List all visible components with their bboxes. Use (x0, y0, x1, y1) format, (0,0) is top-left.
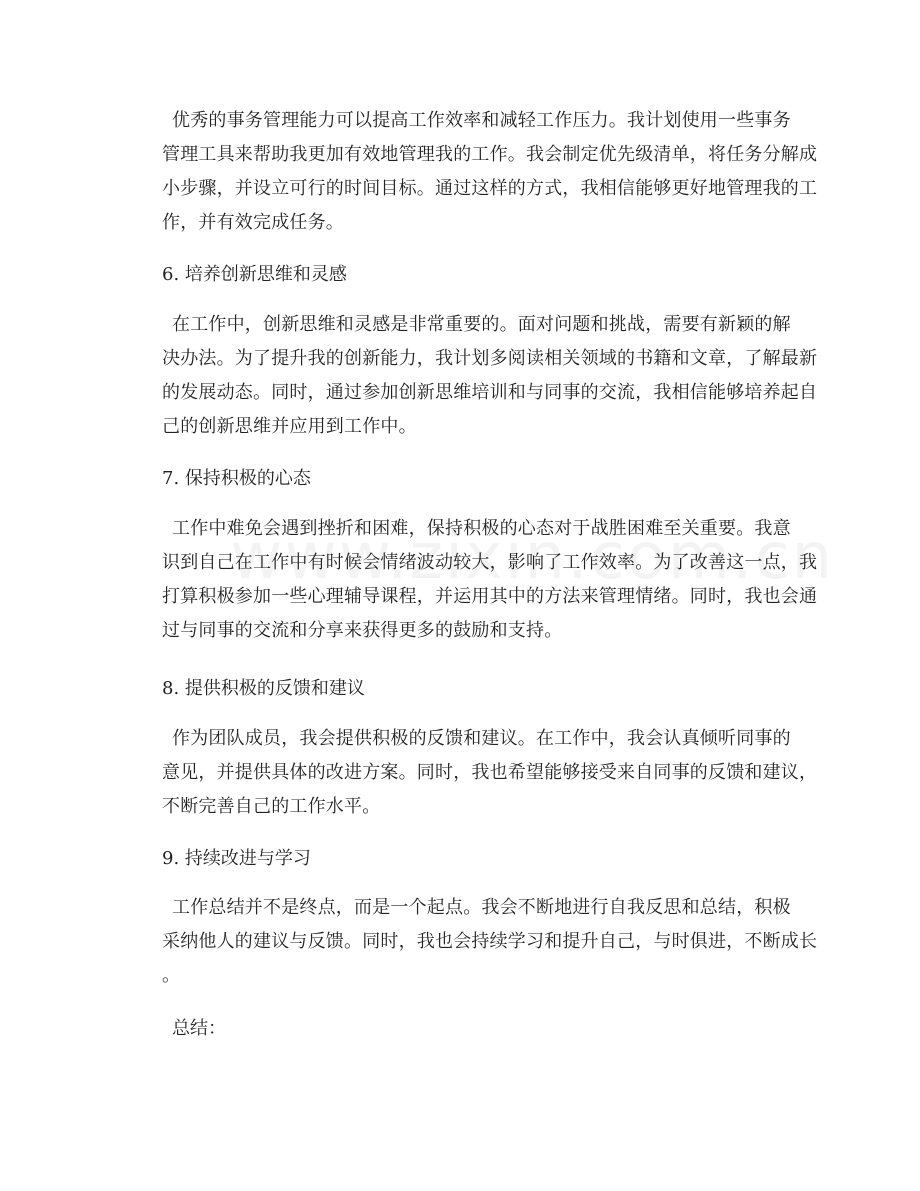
paragraph-line: 意见，并提供具体的改进方案。同时，我也希望能够接受来自同事的反馈和建议， (162, 762, 818, 783)
paragraph-continuous-improvement (162, 891, 818, 993)
paragraph-line: 管理工具来帮助我更加有效地管理我的工作。我会制定优先级清单，将任务分解成 (162, 144, 818, 165)
paragraph-line: 工作中难免会遇到挫折和困难，保持积极的心态对于战胜困难至关重要。我意 (172, 518, 791, 539)
paragraph-line: 作为团队成员，我会提供积极的反馈和建议。在工作中，我会认真倾听同事的 (172, 728, 791, 749)
paragraph-line: 小步骤，并设立可行的时间目标。通过这样的方式，我相信能够更好地管理我的工 (162, 178, 818, 199)
paragraph-line: 过与同事的交流和分享来获得更多的鼓励和支持。 (162, 620, 563, 641)
paragraph-line: 己的创新思维并应用到工作中。 (162, 416, 417, 437)
paragraph-line: 工作总结并不是终点，而是一个起点。我会不断地进行自我反思和总结，积极 (172, 897, 791, 918)
summary-heading: 总结： (172, 1018, 226, 1039)
paragraph-line: 作，并有效完成任务。 (162, 212, 344, 233)
paragraph-line: 优秀的事务管理能力可以提高工作效率和减轻工作压力。我计划使用一些事务 (172, 110, 791, 131)
paragraph-line: 决办法。为了提升我的创新能力，我计划多阅读相关领域的书籍和文章，了解最新 (162, 348, 818, 369)
paragraph-innovation (162, 308, 818, 444)
paragraph-positive-attitude (162, 512, 818, 648)
paragraph-line: 识到自己在工作中有时候会情绪波动较大，影响了工作效率。为了改善这一点，我 (162, 552, 818, 573)
paragraph-line: 不断完善自己的工作水平。 (162, 796, 381, 817)
section-heading-6: 6. 培养创新思维和灵感 (162, 264, 347, 285)
paragraph-line: 的发展动态。同时，通过参加创新思维培训和与同事的交流，我相信能够培养起自 (162, 382, 818, 403)
section-heading-9: 9. 持续改进与学习 (162, 848, 311, 869)
paragraph-line: 采纳他人的建议与反馈。同时，我也会持续学习和提升自己，与时俱进，不断成长 (162, 931, 818, 952)
paragraph-feedback (162, 722, 818, 824)
paragraph-line: 。 (162, 965, 181, 986)
paragraph-time-management (162, 104, 818, 240)
section-heading-8: 8. 提供积极的反馈和建议 (162, 678, 365, 699)
paragraph-line: 在工作中，创新思维和灵感是非常重要的。面对问题和挑战，需要有新颖的解 (172, 314, 791, 335)
section-heading-7: 7. 保持积极的心态 (162, 468, 311, 489)
paragraph-line: 打算积极参加一些心理辅导课程，并运用其中的方法来管理情绪。同时，我也会通 (162, 586, 818, 607)
